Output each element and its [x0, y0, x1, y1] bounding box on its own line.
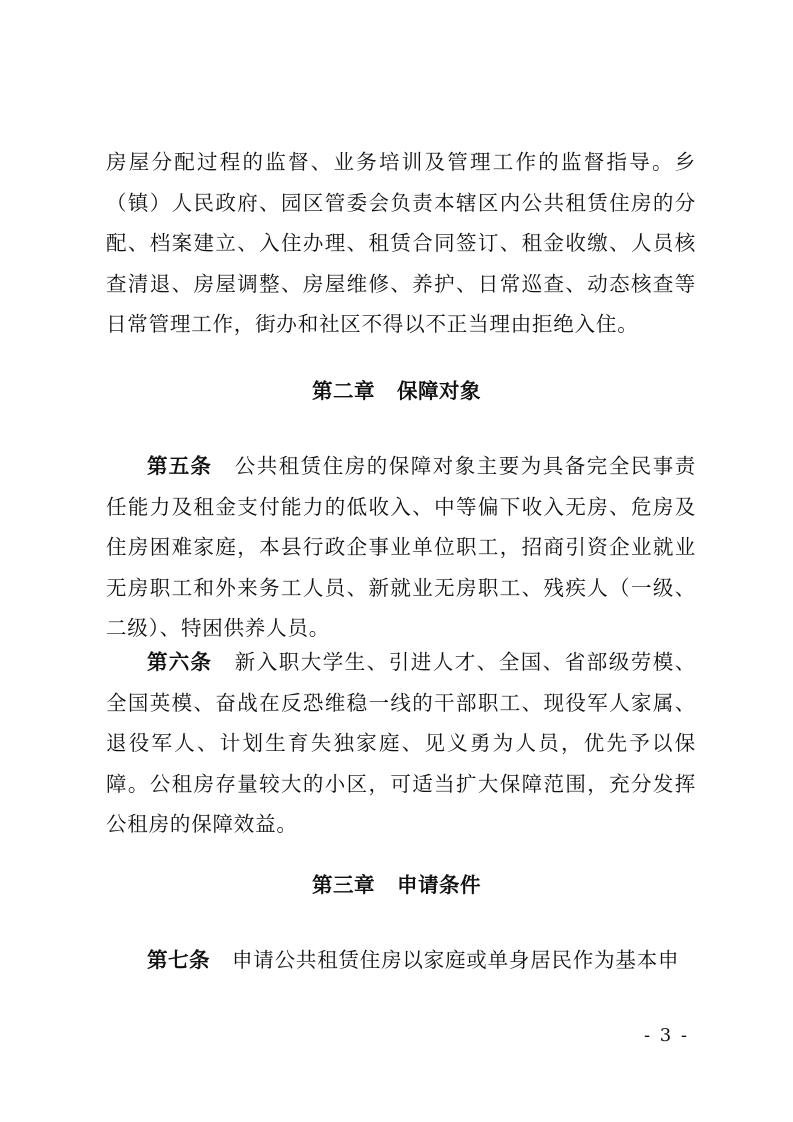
- chapter-2-title: 保障对象: [397, 379, 481, 403]
- article-7-label: 第七条: [147, 948, 210, 972]
- article-6-paragraph: [106, 642, 696, 845]
- article-5-text: 公共租赁住房的保障对象主要为具备完全民事责任能力及租金支付能力的低收入、中等偏下收入无房、危房及住房困难家庭，本县行政企事业单位职工，招商引资企业就业无房职工和外来务工人员、新就业无房职工、残疾人（一级、二级）、特困供养人员。: [106, 454, 696, 641]
- page-number: - 3 -: [643, 1025, 689, 1046]
- article-7-paragraph: [106, 940, 696, 981]
- article-5-paragraph: [106, 446, 696, 649]
- chapter-3-number: 第三章: [312, 873, 375, 897]
- article-5-label: 第五条: [147, 454, 213, 478]
- chapter-2-number: 第二章: [312, 379, 375, 403]
- article-6-text: 新入职大学生、引进人才、全国、省部级劳模、全国英模、奋战在反恐维稳一线的干部职工、现役军人家属、退役军人、计划生育失独家庭、见义勇为人员，优先予以保障。公租房存量较大的小区，可适当扩大保障范围，充分发挥公租房的保障效益。: [106, 650, 696, 837]
- chapter-3-heading: [0, 870, 793, 900]
- article-7-text: 申请公共租赁住房以家庭或单身居民作为基本申: [232, 948, 680, 972]
- chapter-3-title: 申请条件: [397, 873, 481, 897]
- continuation-paragraph: 房屋分配过程的监督、业务培训及管理工作的监督指导。乡（镇）人民政府、园区管委会负责本辖区内公共租赁住房的分配、档案建立、入住办理、租赁合同签订、租金收缴、人员核查清退、房屋调整、房屋维修、养护、日常巡查、动态核查等日常管理工作，街办和社区不得以不正当理由拒绝入住。: [106, 150, 696, 337]
- chapter-2-heading: [0, 376, 793, 406]
- article-6-label: 第六条: [147, 650, 213, 674]
